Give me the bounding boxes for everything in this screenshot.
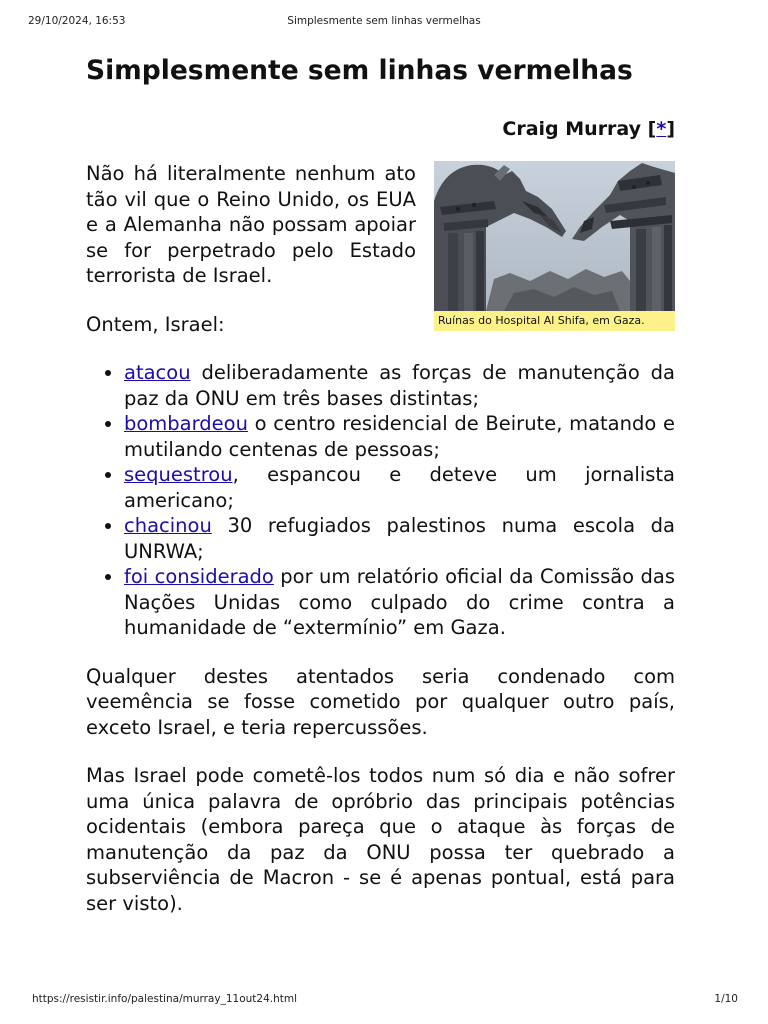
bullet-text: 30 refugiados palestinos numa escola da UNRWA; bbox=[124, 514, 675, 563]
page-number: 1/10 bbox=[714, 993, 738, 1005]
bullet-link[interactable]: bombardeou bbox=[124, 412, 248, 435]
bullet-link[interactable]: foi considerado bbox=[124, 565, 274, 588]
bullet-link[interactable]: sequestrou bbox=[124, 463, 233, 486]
author-line: Craig Murray [*] bbox=[502, 118, 675, 140]
print-footer bbox=[0, 993, 768, 1009]
list-item bbox=[124, 360, 675, 411]
bullet-text: o centro residencial de Beirute, matando e mutilando centenas de pessoas; bbox=[124, 412, 675, 461]
paragraph-3: Qualquer destes atentados seria condenado com veemência se fosse cometido por qualquer outro país, exceto Israel, e teria repercussões. bbox=[86, 664, 675, 739]
paragraph-2: Ontem, Israel: bbox=[86, 312, 225, 336]
article-figure bbox=[434, 161, 675, 331]
paragraph-4: Mas Israel pode cometê-los todos num só dia e não sofrer uma única palavra de opróbrio das principais potências ocidentais (embora pareça que o ataque às forças de manutenção da paz da ONU possa ter quebrado a subserviência de Macron - se é apenas pontual, está para ser visto). bbox=[86, 764, 675, 915]
article bbox=[86, 54, 675, 939]
bullet-link[interactable]: chacinou bbox=[124, 514, 212, 537]
hospital-ruins-image bbox=[434, 161, 675, 311]
author-note-link[interactable]: * bbox=[656, 118, 667, 140]
print-header bbox=[0, 15, 768, 31]
list-item bbox=[124, 564, 675, 641]
list-item bbox=[124, 462, 675, 513]
events-list bbox=[86, 360, 675, 641]
list-item bbox=[124, 411, 675, 462]
print-datetime: 29/10/2024, 16:53 bbox=[28, 15, 126, 27]
article-body bbox=[86, 161, 675, 916]
bullet-text: , espancou e deteve um jornalista americano; bbox=[124, 463, 675, 512]
print-doc-title: Simplesmente sem linhas vermelhas bbox=[287, 15, 481, 27]
paragraph-1: Não há literalmente nenhum ato tão vil que o Reino Unido, os EUA e a Alemanha não possam apoiar se for perpetrado pelo Estado terrorista de Israel. bbox=[86, 162, 416, 287]
bullet-link[interactable]: atacou bbox=[124, 361, 191, 384]
author-name: Craig Murray bbox=[502, 118, 642, 140]
print-url: https://resistir.info/palestina/murray_11out24.html bbox=[32, 993, 298, 1005]
article-title: Simplesmente sem linhas vermelhas bbox=[86, 55, 633, 86]
figure-caption: Ruínas do Hospital Al Shifa, em Gaza. bbox=[438, 314, 645, 327]
list-item bbox=[124, 513, 675, 564]
bullet-text: por um relatório oficial da Comissão das Nações Unidas como culpado do crime contra a humanidade de “extermínio” em Gaza. bbox=[124, 565, 676, 639]
bullet-text: deliberadamente as forças de manutenção da paz da ONU em três bases distintas; bbox=[124, 361, 675, 410]
